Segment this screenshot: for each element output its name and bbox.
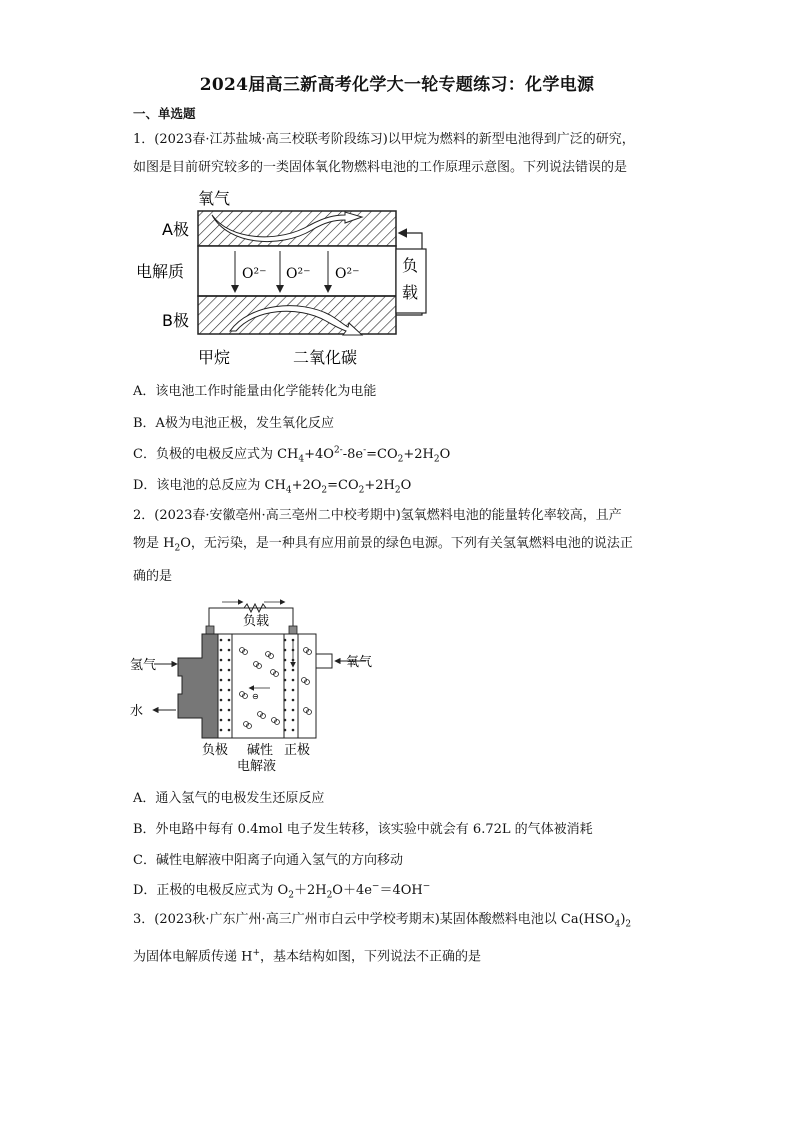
ion-label-3: O²⁻ — [335, 266, 360, 282]
question-2-line-3: 确的是 — [133, 568, 173, 584]
q2-option-d: D．正极的电极反应式为 $O_2+2H_2O+4e^-=4OH^-$ — [133, 881, 431, 901]
label-electrolyte-solution: 电解液 — [237, 759, 277, 774]
anode-housing — [178, 634, 218, 738]
question-3 — [133, 906, 693, 971]
question-3-line-1: 3．(2023秋·广东广州·高三广州市白云中学校考期末)某固体酸燃料电池以 $Ca(HSO_4)_2$ — [133, 912, 632, 930]
sofc-diagram — [130, 185, 450, 370]
ion-label-1: O²⁻ — [242, 266, 267, 282]
b-electrode — [198, 296, 396, 334]
label-co2: 二氧化碳 — [293, 348, 358, 367]
label-oxygen: 氧气 — [346, 655, 373, 670]
question-3-line-2: 为固体电解质传递 H+，基本结构如图，下列说法不正确的是 — [133, 947, 482, 964]
terminal-left — [206, 626, 214, 634]
label-hydrogen: 氢气 — [130, 658, 157, 673]
positive-electrode — [284, 634, 298, 738]
question-2 — [133, 502, 673, 591]
q1-option-d: D．该电池的总反应为 $CH_4+2O_2=CO_2+2H_2O$ — [133, 478, 412, 496]
label-positive: 正极 — [284, 743, 311, 758]
page-title: 2024届高三新高考化学大一轮专题练习：化学电源 — [199, 75, 595, 95]
terminal-right — [289, 626, 297, 634]
q2-option-a: A．通入氢气的电极发生还原反应 — [133, 791, 325, 806]
label-alkaline: 碱性 — [247, 743, 274, 758]
question-2-line-1: 2．(2023春·安徽亳州·高三亳州二中校考期中)氢氧燃料电池的能量转化率较高，且产 — [133, 508, 622, 523]
ion-marker: ⊖ — [252, 692, 259, 701]
section-heading: 一、单选题 — [133, 106, 196, 121]
label-electrolyte: 电解质 — [136, 262, 185, 281]
label-oxygen: 氧气 — [198, 189, 231, 208]
label-negative: 负极 — [202, 743, 229, 758]
oxygen-inlet — [316, 654, 332, 668]
q2-option-b: B．外电路中每有 0.4mol 电子发生转移，该实验中就会有 6.72L 的气体被消耗 — [133, 822, 593, 837]
q1-option-a: A．该电池工作时能量由化学能转化为电能 — [133, 384, 377, 399]
label-load-2: 载 — [402, 283, 419, 302]
label-b-pole: B极 — [162, 311, 189, 330]
q1-option-c: C．负极的电极反应式为 $CH_4+4O^{2-}-8e^-=CO_2+2H_2O$ — [133, 445, 451, 465]
label-a-pole: A极 — [162, 220, 189, 239]
cathode-gas-chamber — [298, 634, 316, 738]
fuel-cell-diagram — [130, 596, 380, 778]
label-load: 负载 — [243, 614, 270, 629]
negative-electrode — [218, 634, 232, 738]
question-1 — [133, 126, 673, 182]
ion-label-2: O²⁻ — [286, 266, 311, 282]
question-1-line-2: 如图是目前研究较多的一类固体氧化物燃料电池的工作原理示意图。下列说法错误的是 — [133, 160, 628, 175]
label-water: 水 — [130, 704, 144, 719]
label-methane: 甲烷 — [198, 348, 231, 367]
label-load-1: 负 — [402, 256, 419, 275]
question-2-line-2: 物是 $H_2O$，无污染，是一种具有应用前景的绿色电源。下列有关氢氧燃料电池的说法正 — [133, 536, 633, 554]
q2-option-c: C．碱性电解液中阳离子向通入氢气的方向移动 — [133, 853, 403, 868]
question-1-line-1: 1．(2023春·江苏盐城·高三校联考阶段练习)以甲烷为燃料的新型电池得到广泛的研究， — [133, 132, 635, 147]
q1-option-b: B．A极为电池正极，发生氧化反应 — [133, 416, 334, 431]
